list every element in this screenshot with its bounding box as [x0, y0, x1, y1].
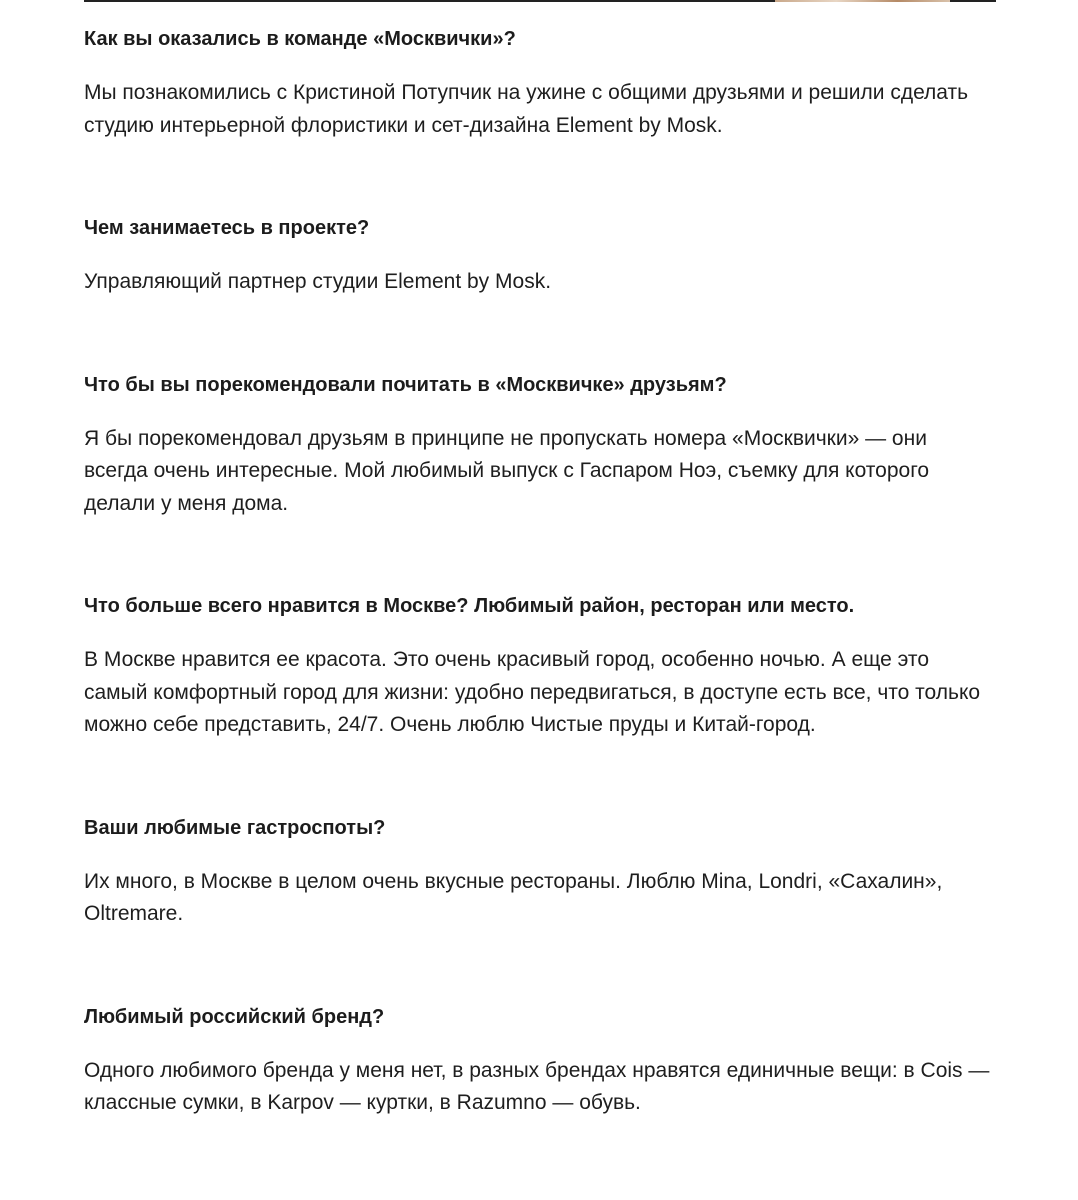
question-heading: Любимый российский бренд?	[84, 1005, 385, 1028]
question-heading: Что больше всего нравится в Москве? Любимый район, ресторан или место.	[84, 595, 855, 617]
qa-block-gastro	[84, 813, 996, 931]
answer-paragraph: Их много, в Москве в целом очень вкусные рестораны. Люблю Mina, Londri, «Сахалин», Oltremare.	[84, 869, 943, 925]
qa-block-team	[84, 24, 996, 142]
qa-block-brand	[84, 1002, 996, 1120]
answer-paragraph: Мы познакомились с Кристиной Потупчик на ужине с общими друзьями и решили сделать студию интерьерной флористики и сет-дизайна Element by Mosk.	[84, 81, 969, 137]
answer-paragraph: Одного любимого бренда у меня нет, в разных брендах нравятся единичные вещи: в Cois — классные сумки, в Karpov — куртки, в Razumno — обувь.	[84, 1058, 990, 1114]
question-heading: Чем занимаетесь в проекте?	[84, 217, 370, 239]
answer-paragraph: Я бы порекомендовал друзьям в принципе не пропускать номера «Москвички» — они всегда очень интересные. Мой любимый выпуск с Гаспаром Ноэ, съемку для которого делали у меня дома.	[84, 426, 930, 515]
cropped-photo-edge	[775, 0, 950, 2]
answer-paragraph: Управляющий партнер студии Element by Mosk.	[84, 270, 552, 293]
question-heading: Ваши любимые гастроспоты?	[84, 816, 386, 839]
question-heading: Как вы оказались в команде «Москвички»?	[84, 28, 516, 50]
qa-block-role	[84, 213, 996, 299]
interview-article	[84, 24, 996, 1120]
question-heading: Что бы вы порекомендовали почитать в «Москвичке» друзьям?	[84, 373, 727, 396]
qa-block-moscow	[84, 591, 996, 742]
answer-paragraph: В Москве нравится ее красота. Это очень красивый город, особенно ночью. А еще это самый комфортный город для жизни: удобно передвигаться, в доступе есть все, что только можно себе представить, 24/7. Очень люблю Чистые пруды и Китай-город.	[84, 648, 981, 736]
qa-block-recommend	[84, 370, 996, 521]
